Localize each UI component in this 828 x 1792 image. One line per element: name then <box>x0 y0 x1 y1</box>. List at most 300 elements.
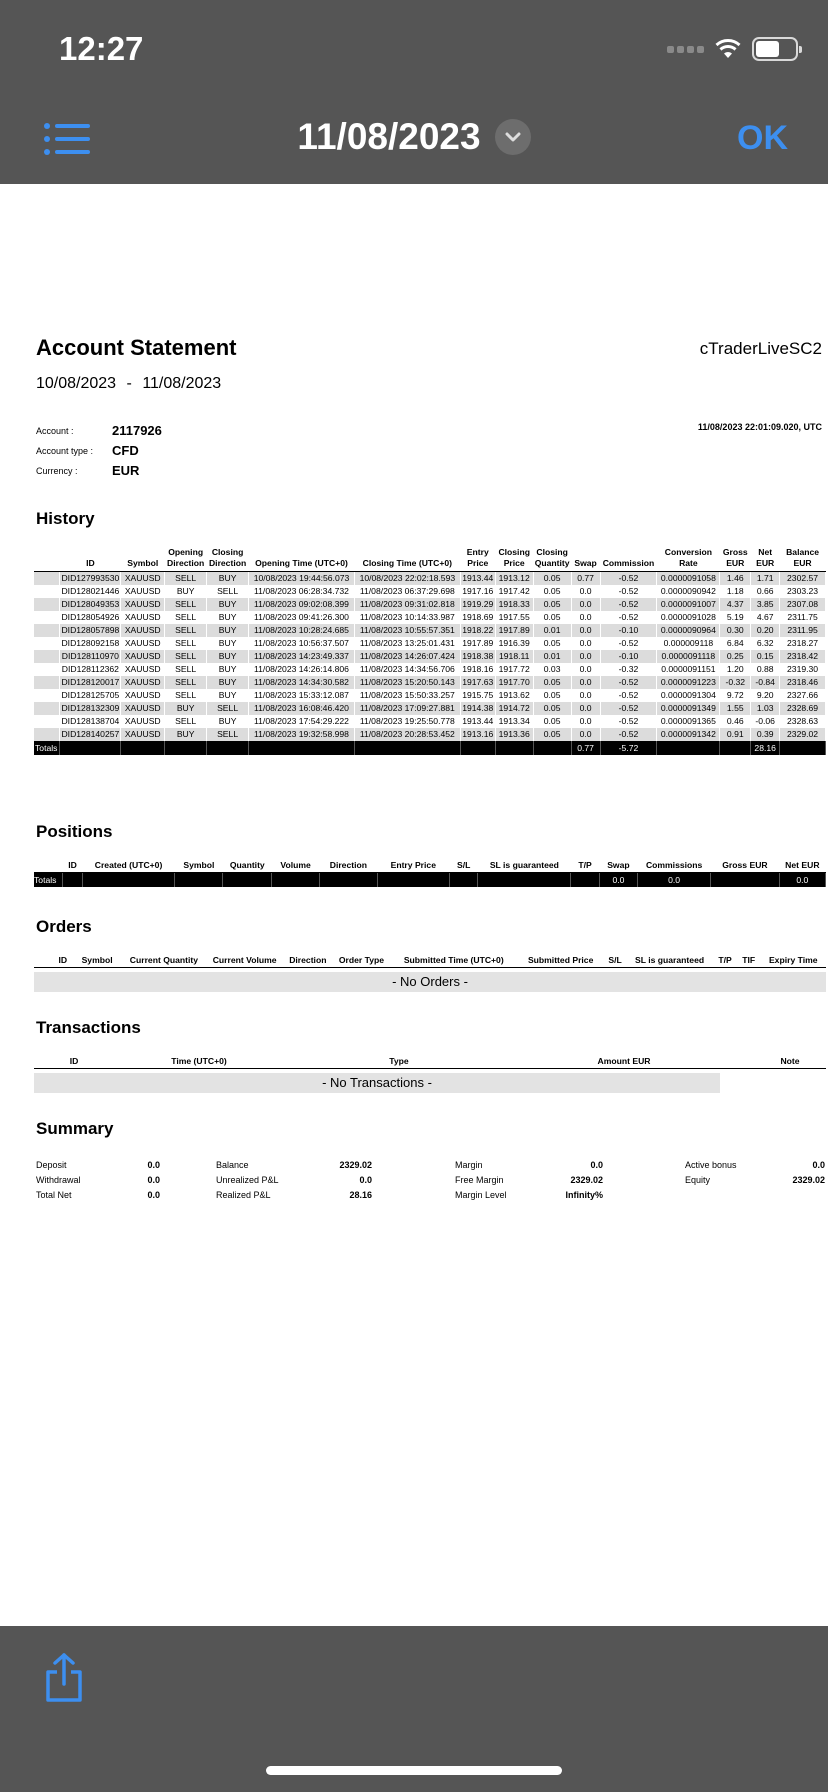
history-cell: 11/08/2023 10:28:24.685 <box>249 624 355 637</box>
history-cell: 1913.34 <box>495 715 533 728</box>
history-cell: BUY <box>207 611 249 624</box>
table-row <box>34 611 826 624</box>
history-cell: 6.32 <box>751 637 780 650</box>
history-cell: 1913.36 <box>495 728 533 741</box>
table-row <box>34 663 826 676</box>
history-cell: 0.01 <box>533 624 571 637</box>
history-cell: 2328.69 <box>780 702 826 715</box>
history-cell: 1917.89 <box>462 638 494 648</box>
history-cell: 11/08/2023 16:08:46.420 <box>249 702 355 715</box>
history-cell: 0.0000091349 <box>657 702 720 715</box>
history-cell: 0.0000090964 <box>657 624 720 637</box>
history-cell: SELL <box>165 650 207 663</box>
totals-cell: Totals <box>34 873 63 887</box>
history-cell <box>34 624 60 637</box>
history-cell: -0.52 <box>600 676 657 689</box>
history-cell: SELL <box>165 624 207 637</box>
history-cell: 0.0 <box>571 663 600 676</box>
orders-header-cell: Current Volume <box>206 953 283 968</box>
history-cell: 11/08/2023 10:56:37.507 <box>249 637 355 650</box>
summary-value: 0.0 <box>147 1190 160 1200</box>
history-cell: DID128125705 <box>61 690 120 700</box>
statement-document <box>0 184 828 1626</box>
history-cell: SELL <box>165 715 207 728</box>
table-row <box>34 728 826 741</box>
history-cell: 2311.95 <box>780 624 826 637</box>
history-cell: 0.0000091151 <box>657 663 720 676</box>
history-cell: 1.55 <box>720 702 751 715</box>
table-row <box>34 650 826 663</box>
history-cell: 11/08/2023 09:02:08.399 <box>249 598 355 611</box>
history-cell: 0.15 <box>751 650 780 663</box>
history-cell: 0.66 <box>751 585 780 598</box>
totals-cell <box>377 873 449 887</box>
history-cell: 4.67 <box>751 611 780 624</box>
history-cell: SELL <box>165 637 207 650</box>
history-cell: -0.52 <box>600 611 657 624</box>
history-cell: 9.20 <box>751 689 780 702</box>
totals-cell <box>711 873 779 887</box>
orders-header-cell: ID <box>53 953 73 968</box>
history-cell: 11/08/2023 17:54:29.222 <box>249 715 355 728</box>
server-name: cTraderLiveSC2 <box>699 339 822 358</box>
summary-label: Equity <box>685 1175 711 1185</box>
history-cell: 0.0 <box>571 728 600 741</box>
summary-value: 2329.02 <box>570 1175 603 1185</box>
history-cell: BUY <box>165 585 207 598</box>
summary-label: Margin Level <box>455 1190 507 1200</box>
summary-label: Margin <box>455 1160 483 1170</box>
history-cell: -0.52 <box>600 702 657 715</box>
totals-cell <box>460 741 495 755</box>
totals-cell <box>478 873 571 887</box>
history-cell: 0.0000091058 <box>657 572 720 585</box>
history-cell: 11/08/2023 15:50:33.257 <box>354 689 460 702</box>
history-cell: 11/08/2023 10:55:57.351 <box>354 624 460 637</box>
history-cell: 2328.63 <box>780 715 826 728</box>
history-cell: 1918.33 <box>495 598 533 611</box>
positions-header-cell: SL is guaranteed <box>478 858 571 873</box>
history-cell: 1919.29 <box>462 599 494 609</box>
history-cell: 11/08/2023 06:37:29.698 <box>354 585 460 598</box>
history-cell: 0.03 <box>533 663 571 676</box>
history-cell: 1915.75 <box>462 690 494 700</box>
table-row <box>34 598 826 611</box>
table-row <box>34 624 826 637</box>
history-cell: 1917.63 <box>462 677 494 687</box>
history-cell: BUY <box>165 702 207 715</box>
history-cell: 11/08/2023 10:14:33.987 <box>354 611 460 624</box>
history-cell <box>34 715 60 728</box>
positions-title: Positions <box>36 822 113 841</box>
totals-cell: 0.77 <box>571 741 600 755</box>
totals-cell <box>175 873 223 887</box>
history-cell <box>34 702 60 715</box>
history-cell: BUY <box>207 637 249 650</box>
totals-cell: 0.0 <box>779 873 825 887</box>
account-value: 2117926 <box>112 423 162 438</box>
totals-cell: Totals <box>34 741 60 755</box>
history-cell: 0.0000091223 <box>657 676 720 689</box>
orders-header-row <box>34 953 826 968</box>
history-cell: DID128120017 <box>61 677 120 687</box>
history-cell: BUY <box>207 650 249 663</box>
history-header-cell: Closing Time (UTC+0) <box>354 546 460 572</box>
history-cell: 0.05 <box>533 676 571 689</box>
summary-value: Infinity% <box>565 1190 603 1200</box>
bottom-toolbar <box>0 1626 828 1792</box>
positions-header-cell: Swap <box>599 858 637 873</box>
history-header-cell: Conversion Rate <box>657 546 720 572</box>
history-cell: 2329.02 <box>780 728 826 741</box>
history-cell: XAUUSD <box>121 611 165 624</box>
history-cell: 0.0 <box>571 715 600 728</box>
history-cell: 0.0 <box>571 702 600 715</box>
totals-cell <box>121 741 165 755</box>
history-cell: 1914.72 <box>495 702 533 715</box>
history-cell: 0.05 <box>533 585 571 598</box>
summary-value: 0.0 <box>147 1160 160 1170</box>
history-cell: 11/08/2023 14:34:56.706 <box>354 663 460 676</box>
history-cell: 1916.39 <box>495 637 533 650</box>
range-to: 11/08/2023 <box>142 375 222 392</box>
positions-table <box>34 858 826 887</box>
history-cell: 11/08/2023 19:25:50.778 <box>354 715 460 728</box>
history-cell: 11/08/2023 15:20:50.143 <box>354 676 460 689</box>
summary-value: 2329.02 <box>792 1175 825 1185</box>
history-header-cell: Opening Time (UTC+0) <box>249 546 355 572</box>
totals-cell: -5.72 <box>600 741 657 755</box>
share-icon[interactable] <box>42 1652 86 1704</box>
totals-cell <box>82 873 175 887</box>
history-cell: 1917.89 <box>495 624 533 637</box>
status-icons <box>667 34 798 64</box>
history-cell: 11/08/2023 14:23:49.337 <box>249 650 355 663</box>
status-time: 12:27 <box>59 30 144 67</box>
history-cell: 0.91 <box>720 728 751 741</box>
summary-value: 28.16 <box>349 1190 372 1200</box>
date-title: 11/08/2023 <box>297 116 481 157</box>
history-header-row <box>34 546 826 572</box>
positions-header-cell: ID <box>63 858 82 873</box>
summary-label: Free Margin <box>455 1175 504 1185</box>
history-cell: SELL <box>165 676 207 689</box>
history-cell: 11/08/2023 14:26:14.806 <box>249 663 355 676</box>
history-cell: 0.01 <box>533 650 571 663</box>
orders-table <box>34 953 826 968</box>
history-cell: -0.10 <box>600 650 657 663</box>
totals-cell <box>720 741 751 755</box>
totals-cell <box>533 741 571 755</box>
history-cell: XAUUSD <box>121 598 165 611</box>
history-cell: 10/08/2023 19:44:56.073 <box>249 572 355 585</box>
transactions-header-cell: Type <box>304 1054 494 1069</box>
table-row <box>34 689 826 702</box>
history-cell: DID128021446 <box>61 586 120 596</box>
positions-header-cell: Direction <box>320 858 378 873</box>
table-row <box>34 637 826 650</box>
summary-label: Balance <box>216 1160 249 1170</box>
history-cell: BUY <box>207 715 249 728</box>
history-cell <box>34 676 60 689</box>
history-cell: 4.37 <box>720 598 751 611</box>
history-cell: XAUUSD <box>121 728 165 741</box>
history-cell: 0.0 <box>571 650 600 663</box>
history-cell: 0.05 <box>533 689 571 702</box>
transactions-title: Transactions <box>36 1018 141 1037</box>
history-header-cell: Opening Direction <box>165 546 207 572</box>
history-cell: -0.10 <box>600 624 657 637</box>
history-cell: 1.46 <box>720 572 751 585</box>
history-cell: 2327.66 <box>780 689 826 702</box>
history-cell: 1917.55 <box>495 611 533 624</box>
account-label: Account : <box>36 426 74 436</box>
history-cell: -0.32 <box>600 663 657 676</box>
orders-header-cell <box>34 953 53 968</box>
history-cell: SELL <box>165 663 207 676</box>
history-cell: 0.05 <box>533 715 571 728</box>
history-cell: SELL <box>165 572 207 585</box>
history-cell: 11/08/2023 20:28:53.452 <box>354 728 460 741</box>
history-header-cell <box>34 546 60 572</box>
home-indicator[interactable] <box>266 1766 562 1775</box>
history-cell: -0.32 <box>720 676 751 689</box>
totals-cell: 0.0 <box>599 873 637 887</box>
history-cell: XAUUSD <box>121 572 165 585</box>
history-cell: XAUUSD <box>121 663 165 676</box>
summary-value: 0.0 <box>147 1175 160 1185</box>
history-totals-row <box>34 741 826 755</box>
history-cell: 2318.42 <box>780 650 826 663</box>
totals-cell <box>495 741 533 755</box>
history-cell: 0.0 <box>571 676 600 689</box>
history-cell <box>34 572 60 585</box>
history-cell: 1917.42 <box>495 585 533 598</box>
history-header-cell: Balance EUR <box>780 546 826 572</box>
history-cell: 6.84 <box>720 637 751 650</box>
positions-header-cell: Entry Price <box>377 858 449 873</box>
history-cell: -0.84 <box>751 676 780 689</box>
history-cell: SELL <box>165 689 207 702</box>
statement-title: Account Statement <box>36 335 237 360</box>
history-cell: 0.0 <box>571 637 600 650</box>
date-range <box>36 375 221 393</box>
history-cell: 11/08/2023 13:25:01.431 <box>354 637 460 650</box>
history-cell: BUY <box>207 676 249 689</box>
history-cell: 1913.44 <box>462 716 494 726</box>
history-cell: 11/08/2023 15:33:12.087 <box>249 689 355 702</box>
history-header-cell: ID <box>60 546 121 572</box>
history-title: History <box>36 509 95 528</box>
history-cell: 11/08/2023 06:28:34.732 <box>249 585 355 598</box>
date-title-dropdown[interactable] <box>0 116 828 158</box>
orders-header-cell: Expiry Time <box>760 953 826 968</box>
positions-header-row <box>34 858 826 873</box>
history-cell: 0.0000091028 <box>657 611 720 624</box>
history-cell: XAUUSD <box>121 585 165 598</box>
history-cell: 2302.57 <box>780 572 826 585</box>
history-cell: 5.19 <box>720 611 751 624</box>
history-cell: -0.52 <box>600 598 657 611</box>
history-cell: 0.0000091365 <box>657 715 720 728</box>
history-cell: 1.71 <box>751 572 780 585</box>
history-cell: 0.05 <box>533 572 571 585</box>
summary-title: Summary <box>36 1119 114 1138</box>
orders-header-cell: Direction <box>283 953 333 968</box>
totals-cell <box>657 741 720 755</box>
orders-header-cell: Current Quantity <box>122 953 207 968</box>
history-cell <box>34 598 60 611</box>
history-cell: 0.0000090942 <box>657 585 720 598</box>
transactions-header-row <box>34 1054 826 1069</box>
totals-cell <box>780 741 826 755</box>
positions-header-cell: Created (UTC+0) <box>82 858 175 873</box>
history-header-cell: Symbol <box>121 546 165 572</box>
history-cell: 1.18 <box>720 585 751 598</box>
history-cell: SELL <box>165 598 207 611</box>
totals-cell <box>571 873 599 887</box>
history-cell: BUY <box>165 728 207 741</box>
history-cell: 1918.69 <box>462 612 494 622</box>
history-cell: 11/08/2023 09:41:26.300 <box>249 611 355 624</box>
history-cell: 1914.38 <box>462 703 494 713</box>
generated-timestamp: 11/08/2023 22:01:09.020, UTC <box>697 422 822 432</box>
history-cell: 2319.30 <box>780 663 826 676</box>
history-cell: DID128049353 <box>61 599 120 609</box>
cellular-signal-icon <box>667 46 704 53</box>
totals-cell <box>60 741 121 755</box>
orders-title: Orders <box>36 917 92 936</box>
table-row <box>34 585 826 598</box>
positions-header-cell: T/P <box>571 858 599 873</box>
history-cell: SELL <box>207 585 249 598</box>
positions-header-cell: Net EUR <box>779 858 825 873</box>
history-cell: DID128140257 <box>61 729 120 739</box>
summary-label: Withdrawal <box>36 1175 81 1185</box>
history-cell <box>34 637 60 650</box>
history-cell: 0.0 <box>571 689 600 702</box>
history-cell: -0.52 <box>600 572 657 585</box>
history-cell: DID128112362 <box>61 664 119 674</box>
positions-header-cell: Gross EUR <box>711 858 779 873</box>
history-cell: DID128092158 <box>61 638 120 648</box>
history-cell: 1.03 <box>751 702 780 715</box>
transactions-header-cell <box>34 1054 54 1069</box>
orders-header-cell: Symbol <box>73 953 122 968</box>
history-cell: SELL <box>165 611 207 624</box>
history-cell: 0.39 <box>751 728 780 741</box>
history-cell: 1913.44 <box>462 573 494 584</box>
history-cell: 1918.11 <box>495 650 533 663</box>
history-cell: XAUUSD <box>121 650 165 663</box>
history-cell <box>34 663 60 676</box>
range-from: 10/08/2023 <box>36 375 117 392</box>
totals-cell <box>249 741 355 755</box>
history-cell: DID128110970 <box>61 651 119 661</box>
positions-totals-row <box>34 873 826 887</box>
history-cell: BUY <box>207 598 249 611</box>
history-cell: -0.06 <box>751 715 780 728</box>
history-header-cell: Closing Quantity <box>533 546 571 572</box>
summary-label: Active bonus <box>685 1160 737 1170</box>
history-cell: 0.0000091304 <box>657 689 720 702</box>
summary-label: Unrealized P&L <box>216 1175 279 1185</box>
history-cell: DID128057898 <box>61 625 120 635</box>
totals-cell <box>223 873 272 887</box>
ok-button[interactable]: OK <box>737 119 788 157</box>
summary-label: Realized P&L <box>216 1190 271 1200</box>
orders-header-cell: Order Type <box>333 953 391 968</box>
history-cell: 0.05 <box>533 728 571 741</box>
history-cell: 11/08/2023 14:26:07.424 <box>354 650 460 663</box>
battery-icon <box>752 37 798 61</box>
transactions-header-cell: Amount EUR <box>494 1054 754 1069</box>
history-cell <box>34 650 60 663</box>
transactions-header-cell: Time (UTC+0) <box>94 1054 304 1069</box>
history-cell: 0.0 <box>571 624 600 637</box>
summary-value: 0.0 <box>359 1175 372 1185</box>
summary-label: Total Net <box>36 1190 72 1200</box>
currency-label: Currency : <box>36 466 78 476</box>
history-cell: -0.52 <box>600 728 657 741</box>
history-cell: DID128138704 <box>61 716 120 726</box>
history-header-cell: Swap <box>571 546 600 572</box>
totals-cell <box>63 873 82 887</box>
history-cell: 11/08/2023 17:09:27.881 <box>354 702 460 715</box>
account-type-label: Account type : <box>36 446 94 456</box>
history-cell: 1913.16 <box>462 729 494 739</box>
history-cell: -0.52 <box>600 715 657 728</box>
history-cell: BUY <box>207 663 249 676</box>
history-cell: 2318.46 <box>780 676 826 689</box>
history-cell: 0.0000091118 <box>657 650 720 663</box>
history-cell: 0.05 <box>533 611 571 624</box>
totals-cell: 28.16 <box>751 741 780 755</box>
history-cell: 0.05 <box>533 702 571 715</box>
history-cell: DID128132309 <box>61 703 120 713</box>
history-cell: 10/08/2023 22:02:18.593 <box>354 572 460 585</box>
history-cell: 2307.08 <box>780 598 826 611</box>
totals-cell <box>320 873 378 887</box>
history-header-cell: Net EUR <box>751 546 780 572</box>
history-cell: 0.0 <box>571 598 600 611</box>
history-cell: -0.52 <box>600 637 657 650</box>
orders-header-cell: S/L <box>604 953 626 968</box>
history-cell: 0.0000091342 <box>657 728 720 741</box>
history-cell: SELL <box>207 702 249 715</box>
history-cell: 1918.38 <box>462 651 494 661</box>
history-cell: 0.05 <box>533 598 571 611</box>
history-cell: SELL <box>207 728 249 741</box>
totals-cell <box>207 741 249 755</box>
history-cell: 9.72 <box>720 689 751 702</box>
history-header-cell: Entry Price <box>460 546 495 572</box>
history-cell <box>34 728 60 741</box>
history-cell: 0.20 <box>751 624 780 637</box>
history-cell: 1917.72 <box>495 663 533 676</box>
history-cell: BUY <box>207 572 249 585</box>
history-header-cell: Commission <box>600 546 657 572</box>
history-cell: 0.000009118 <box>657 637 720 650</box>
positions-header-cell: Quantity <box>223 858 272 873</box>
history-cell: XAUUSD <box>121 689 165 702</box>
totals-cell: 0.0 <box>638 873 711 887</box>
history-cell: 0.30 <box>720 624 751 637</box>
positions-header-cell: Volume <box>272 858 320 873</box>
positions-header-cell: Commissions <box>638 858 711 873</box>
history-cell: 1918.16 <box>462 664 494 674</box>
history-cell: 0.77 <box>571 572 600 585</box>
